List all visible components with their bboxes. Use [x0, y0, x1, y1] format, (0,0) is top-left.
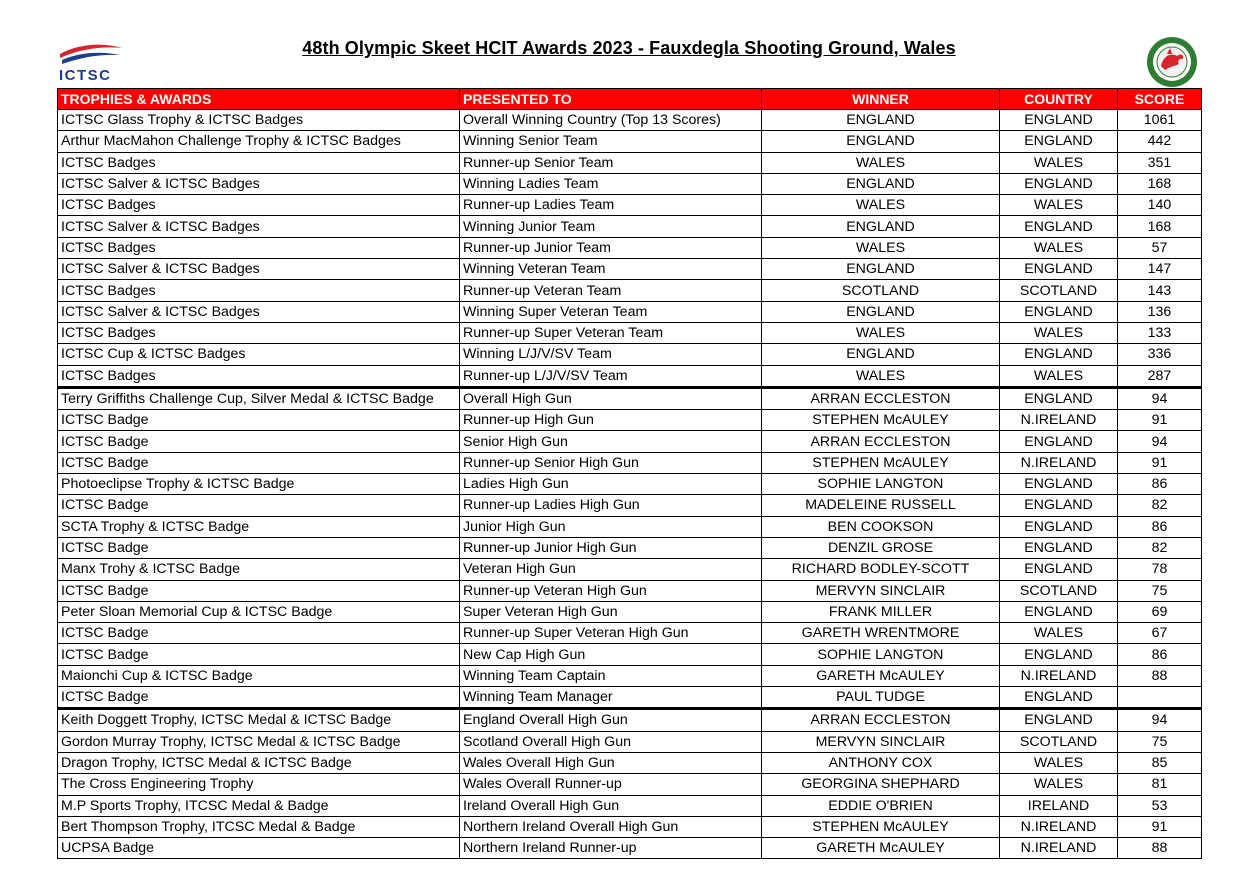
cell-score: 78	[1118, 559, 1202, 580]
cell-score: 85	[1118, 752, 1202, 773]
cell-country: ENGLAND	[1000, 131, 1118, 152]
cell-country: ENGLAND	[1000, 110, 1118, 131]
cell-winner: GEORGINA SHEPHARD	[762, 774, 1000, 795]
cell-trophy: SCTA Trophy & ICTSC Badge	[58, 516, 460, 537]
cell-score: 91	[1118, 452, 1202, 473]
cell-country: WALES	[1000, 152, 1118, 173]
cell-country: ENGLAND	[1000, 387, 1118, 409]
cell-winner: GARETH McAULEY	[762, 838, 1000, 859]
cell-score: 88	[1118, 665, 1202, 686]
cell-score: 86	[1118, 474, 1202, 495]
cell-country: N.IRELAND	[1000, 838, 1118, 859]
table-row	[58, 665, 1202, 686]
cell-presented-to: Runner-up High Gun	[460, 410, 762, 431]
cell-winner: ENGLAND	[762, 301, 1000, 322]
table-row	[58, 431, 1202, 452]
cell-score: 75	[1118, 731, 1202, 752]
header-trophies: TROPHIES & AWARDS	[58, 89, 460, 110]
cell-presented-to: Winning Veteran Team	[460, 259, 762, 280]
cell-winner: ENGLAND	[762, 259, 1000, 280]
cell-trophy: ICTSC Salver & ICTSC Badges	[58, 216, 460, 237]
cell-winner: SOPHIE LANGTON	[762, 474, 1000, 495]
cell-trophy: ICTSC Badge	[58, 410, 460, 431]
cell-trophy: The Cross Engineering Trophy	[58, 774, 460, 795]
cell-winner: GARETH WRENTMORE	[762, 623, 1000, 644]
cell-country: ENGLAND	[1000, 431, 1118, 452]
cell-country: ENGLAND	[1000, 516, 1118, 537]
table-row	[58, 795, 1202, 816]
table-row	[58, 495, 1202, 516]
cell-presented-to: Runner-up Junior Team	[460, 237, 762, 258]
table-row	[58, 687, 1202, 709]
cell-score: 82	[1118, 495, 1202, 516]
table-row	[58, 195, 1202, 216]
cell-country: N.IRELAND	[1000, 410, 1118, 431]
cell-score: 168	[1118, 173, 1202, 194]
cell-winner: STEPHEN McAULEY	[762, 452, 1000, 473]
cell-presented-to: Wales Overall Runner-up	[460, 774, 762, 795]
cell-trophy: ICTSC Badges	[58, 365, 460, 387]
cell-score	[1118, 687, 1202, 709]
table-row	[58, 601, 1202, 622]
table-row	[58, 474, 1202, 495]
crest-logo	[1143, 36, 1201, 88]
cell-score: 94	[1118, 709, 1202, 731]
cell-trophy: ICTSC Glass Trophy & ICTSC Badges	[58, 110, 460, 131]
cell-trophy: ICTSC Badge	[58, 687, 460, 709]
cell-winner: RICHARD BODLEY-SCOTT	[762, 559, 1000, 580]
cell-presented-to: Runner-up Veteran High Gun	[460, 580, 762, 601]
cell-score: 351	[1118, 152, 1202, 173]
table-row	[58, 774, 1202, 795]
cell-trophy: Photoeclipse Trophy & ICTSC Badge	[58, 474, 460, 495]
cell-country: N.IRELAND	[1000, 452, 1118, 473]
cell-presented-to: Ladies High Gun	[460, 474, 762, 495]
cell-presented-to: Runner-up Super Veteran Team	[460, 322, 762, 343]
cell-winner: ENGLAND	[762, 110, 1000, 131]
cell-score: 86	[1118, 644, 1202, 665]
cell-presented-to: Runner-up Ladies High Gun	[460, 495, 762, 516]
header-presented-to: PRESENTED TO	[460, 89, 762, 110]
cell-trophy: Peter Sloan Memorial Cup & ICTSC Badge	[58, 601, 460, 622]
cell-winner: MERVYN SINCLAIR	[762, 580, 1000, 601]
table-row	[58, 623, 1202, 644]
cell-country: ENGLAND	[1000, 644, 1118, 665]
cell-country: ENGLAND	[1000, 259, 1118, 280]
cell-trophy: ICTSC Badge	[58, 452, 460, 473]
cell-presented-to: Wales Overall High Gun	[460, 752, 762, 773]
cell-trophy: ICTSC Badge	[58, 623, 460, 644]
cell-country: ENGLAND	[1000, 601, 1118, 622]
cell-winner: ARRAN ECCLESTON	[762, 431, 1000, 452]
cell-presented-to: Runner-up Senior High Gun	[460, 452, 762, 473]
cell-trophy: ICTSC Badges	[58, 152, 460, 173]
cell-country: ENGLAND	[1000, 216, 1118, 237]
cell-winner: SOPHIE LANGTON	[762, 644, 1000, 665]
table-row	[58, 173, 1202, 194]
cell-score: 140	[1118, 195, 1202, 216]
cell-presented-to: Ireland Overall High Gun	[460, 795, 762, 816]
cell-presented-to: Winning L/J/V/SV Team	[460, 344, 762, 365]
page-title: 48th Olympic Skeet HCIT Awards 2023 - Fauxdegla Shooting Ground, Wales	[302, 38, 956, 58]
cell-score: 94	[1118, 387, 1202, 409]
cell-winner: STEPHEN McAULEY	[762, 816, 1000, 837]
cell-score: 69	[1118, 601, 1202, 622]
cell-country: ENGLAND	[1000, 559, 1118, 580]
cell-presented-to: Runner-up Senior Team	[460, 152, 762, 173]
cell-score: 336	[1118, 344, 1202, 365]
cell-presented-to: Super Veteran High Gun	[460, 601, 762, 622]
cell-country: ENGLAND	[1000, 687, 1118, 709]
cell-winner: PAUL TUDGE	[762, 687, 1000, 709]
table-row	[58, 259, 1202, 280]
cell-score: 168	[1118, 216, 1202, 237]
cell-trophy: ICTSC Badge	[58, 644, 460, 665]
cell-winner: ENGLAND	[762, 131, 1000, 152]
cell-presented-to: Winning Super Veteran Team	[460, 301, 762, 322]
dragon-crest-icon	[1143, 36, 1201, 88]
cell-score: 86	[1118, 516, 1202, 537]
cell-trophy: ICTSC Salver & ICTSC Badges	[58, 259, 460, 280]
cell-score: 1061	[1118, 110, 1202, 131]
cell-winner: WALES	[762, 195, 1000, 216]
cell-winner: WALES	[762, 322, 1000, 343]
cell-winner: FRANK MILLER	[762, 601, 1000, 622]
header-winner: WINNER	[762, 89, 1000, 110]
cell-winner: MERVYN SINCLAIR	[762, 731, 1000, 752]
header-score: SCORE	[1118, 89, 1202, 110]
cell-score: 91	[1118, 816, 1202, 837]
cell-presented-to: Winning Team Manager	[460, 687, 762, 709]
cell-score: 147	[1118, 259, 1202, 280]
table-row	[58, 387, 1202, 409]
cell-presented-to: Veteran High Gun	[460, 559, 762, 580]
cell-country: ENGLAND	[1000, 709, 1118, 731]
cell-trophy: ICTSC Cup & ICTSC Badges	[58, 344, 460, 365]
cell-country: IRELAND	[1000, 795, 1118, 816]
cell-winner: STEPHEN McAULEY	[762, 410, 1000, 431]
cell-trophy: Bert Thompson Trophy, ITCSC Medal & Badge	[58, 816, 460, 837]
cell-trophy: ICTSC Badge	[58, 431, 460, 452]
table-row	[58, 752, 1202, 773]
cell-winner: SCOTLAND	[762, 280, 1000, 301]
cell-score: 81	[1118, 774, 1202, 795]
table-header-row	[58, 89, 1202, 110]
cell-country: SCOTLAND	[1000, 280, 1118, 301]
cell-score: 67	[1118, 623, 1202, 644]
table-row	[58, 580, 1202, 601]
table-row	[58, 731, 1202, 752]
cell-trophy: ICTSC Badges	[58, 322, 460, 343]
table-row	[58, 237, 1202, 258]
cell-winner: GARETH McAULEY	[762, 665, 1000, 686]
cell-presented-to: Junior High Gun	[460, 516, 762, 537]
cell-trophy: ICTSC Badge	[58, 580, 460, 601]
cell-score: 53	[1118, 795, 1202, 816]
cell-country: ENGLAND	[1000, 344, 1118, 365]
cell-winner: ANTHONY COX	[762, 752, 1000, 773]
cell-winner: DENZIL GROSE	[762, 537, 1000, 558]
cell-trophy: ICTSC Badge	[58, 537, 460, 558]
cell-score: 287	[1118, 365, 1202, 387]
cell-country: WALES	[1000, 774, 1118, 795]
cell-trophy: Manx Trohy & ICTSC Badge	[58, 559, 460, 580]
cell-country: WALES	[1000, 365, 1118, 387]
table-row	[58, 216, 1202, 237]
header-country: COUNTRY	[1000, 89, 1118, 110]
cell-presented-to: England Overall High Gun	[460, 709, 762, 731]
table-row	[58, 838, 1202, 859]
cell-winner: ARRAN ECCLESTON	[762, 709, 1000, 731]
cell-presented-to: New Cap High Gun	[460, 644, 762, 665]
cell-trophy: ICTSC Badges	[58, 280, 460, 301]
table-row	[58, 709, 1202, 731]
cell-trophy: ICTSC Badges	[58, 195, 460, 216]
logo-left-text: ICTSC	[59, 67, 112, 84]
cell-trophy: Arthur MacMahon Challenge Trophy & ICTSC Badges	[58, 131, 460, 152]
cell-country: WALES	[1000, 195, 1118, 216]
cell-country: WALES	[1000, 623, 1118, 644]
cell-country: N.IRELAND	[1000, 816, 1118, 837]
cell-score: 143	[1118, 280, 1202, 301]
cell-winner: ARRAN ECCLESTON	[762, 387, 1000, 409]
cell-score: 133	[1118, 322, 1202, 343]
table-row	[58, 410, 1202, 431]
cell-trophy: Terry Griffiths Challenge Cup, Silver Medal & ICTSC Badge	[58, 387, 460, 409]
cell-presented-to: Scotland Overall High Gun	[460, 731, 762, 752]
cell-trophy: Gordon Murray Trophy, ICTSC Medal & ICTSC Badge	[58, 731, 460, 752]
cell-presented-to: Runner-up L/J/V/SV Team	[460, 365, 762, 387]
table-row	[58, 131, 1202, 152]
cell-winner: WALES	[762, 237, 1000, 258]
table-row	[58, 110, 1202, 131]
cell-country: ENGLAND	[1000, 301, 1118, 322]
table-row	[58, 344, 1202, 365]
cell-presented-to: Runner-up Ladies Team	[460, 195, 762, 216]
cell-country: ENGLAND	[1000, 173, 1118, 194]
cell-winner: ENGLAND	[762, 216, 1000, 237]
cell-presented-to: Runner-up Veteran Team	[460, 280, 762, 301]
table-row	[58, 516, 1202, 537]
cell-presented-to: Northern Ireland Runner-up	[460, 838, 762, 859]
cell-country: WALES	[1000, 237, 1118, 258]
cell-score: 88	[1118, 838, 1202, 859]
table-row	[58, 365, 1202, 387]
table-row	[58, 559, 1202, 580]
cell-trophy: Keith Doggett Trophy, ICTSC Medal & ICTSC Badge	[58, 709, 460, 731]
cell-country: ENGLAND	[1000, 537, 1118, 558]
cell-score: 82	[1118, 537, 1202, 558]
table-row	[58, 322, 1202, 343]
cell-presented-to: Winning Ladies Team	[460, 173, 762, 194]
cell-winner: BEN COOKSON	[762, 516, 1000, 537]
table-row	[58, 301, 1202, 322]
cell-trophy: Dragon Trophy, ICTSC Medal & ICTSC Badge	[58, 752, 460, 773]
table-row	[58, 816, 1202, 837]
table-row	[58, 452, 1202, 473]
cell-score: 57	[1118, 237, 1202, 258]
cell-winner: ENGLAND	[762, 344, 1000, 365]
cell-presented-to: Overall High Gun	[460, 387, 762, 409]
cell-country: WALES	[1000, 752, 1118, 773]
table-row	[58, 537, 1202, 558]
table-row	[58, 644, 1202, 665]
cell-score: 442	[1118, 131, 1202, 152]
cell-presented-to: Winning Junior Team	[460, 216, 762, 237]
cell-winner: MADELEINE RUSSELL	[762, 495, 1000, 516]
cell-country: ENGLAND	[1000, 495, 1118, 516]
cell-trophy: UCPSA Badge	[58, 838, 460, 859]
cell-presented-to: Northern Ireland Overall High Gun	[460, 816, 762, 837]
cell-presented-to: Winning Senior Team	[460, 131, 762, 152]
cell-score: 91	[1118, 410, 1202, 431]
cell-trophy: ICTSC Salver & ICTSC Badges	[58, 173, 460, 194]
cell-trophy: M.P Sports Trophy, ITCSC Medal & Badge	[58, 795, 460, 816]
cell-score: 94	[1118, 431, 1202, 452]
cell-country: SCOTLAND	[1000, 580, 1118, 601]
cell-score: 136	[1118, 301, 1202, 322]
cell-trophy: ICTSC Badges	[58, 237, 460, 258]
cell-trophy: ICTSC Badge	[58, 495, 460, 516]
table-row	[58, 152, 1202, 173]
cell-presented-to: Overall Winning Country (Top 13 Scores)	[460, 110, 762, 131]
cell-country: ENGLAND	[1000, 474, 1118, 495]
cell-trophy: Maionchi Cup & ICTSC Badge	[58, 665, 460, 686]
cell-country: SCOTLAND	[1000, 731, 1118, 752]
cell-winner: WALES	[762, 365, 1000, 387]
table-row	[58, 280, 1202, 301]
cell-country: N.IRELAND	[1000, 665, 1118, 686]
cell-presented-to: Senior High Gun	[460, 431, 762, 452]
cell-winner: WALES	[762, 152, 1000, 173]
cell-trophy: ICTSC Salver & ICTSC Badges	[58, 301, 460, 322]
cell-country: WALES	[1000, 322, 1118, 343]
awards-table	[57, 88, 1202, 859]
cell-winner: EDDIE O'BRIEN	[762, 795, 1000, 816]
cell-presented-to: Runner-up Junior High Gun	[460, 537, 762, 558]
cell-presented-to: Winning Team Captain	[460, 665, 762, 686]
cell-presented-to: Runner-up Super Veteran High Gun	[460, 623, 762, 644]
cell-winner: ENGLAND	[762, 173, 1000, 194]
cell-score: 75	[1118, 580, 1202, 601]
